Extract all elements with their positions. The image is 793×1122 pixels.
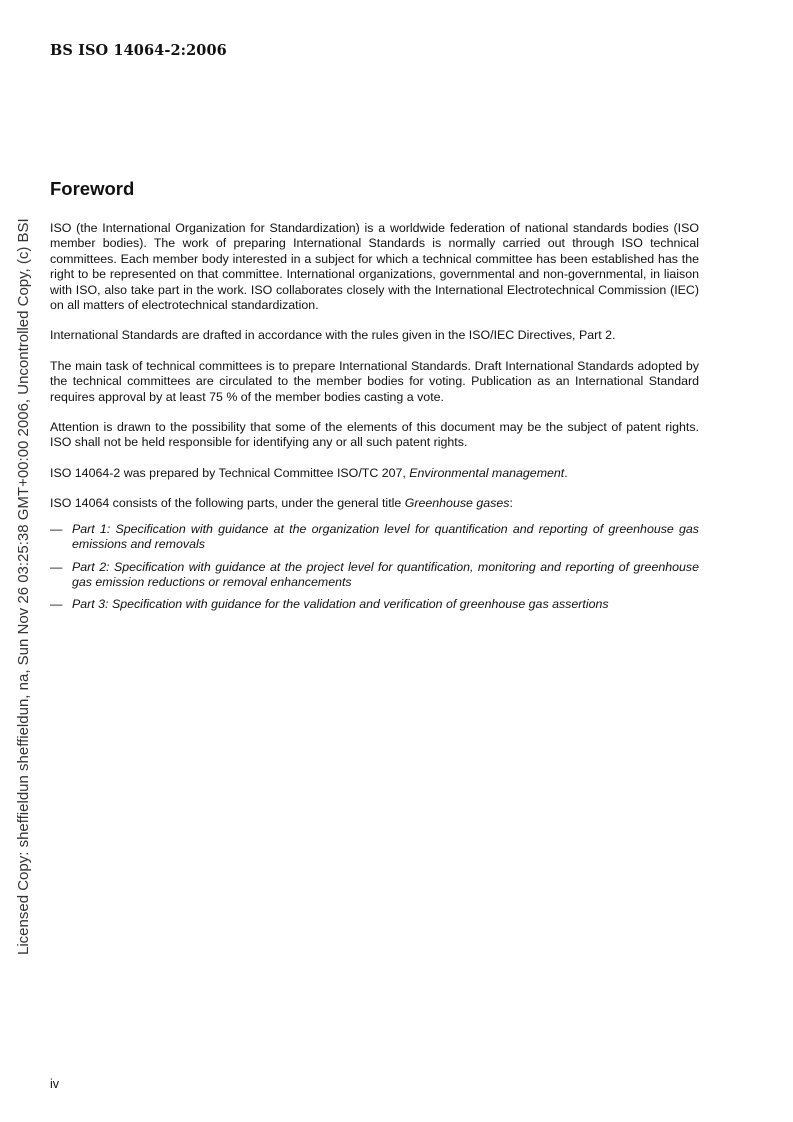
page-number: iv	[50, 1077, 60, 1091]
paragraph-consists-of	[50, 496, 699, 511]
paragraph-directives: International Standards are drafted in accordance with the rules given in the ISO/IEC Directives, Part 2.	[50, 328, 616, 343]
prepared-by-prefix: ISO 14064-2 was prepared by Technical Committee ISO/TC 207,	[50, 465, 410, 480]
part-text: Part 3: Specification with guidance for the validation and verification of greenhouse gas assertions	[72, 597, 609, 612]
part-text: Part 1: Specification with guidance at the organization level for quantification and reporting of greenhouse gas emissions and removals	[72, 521, 699, 552]
list-item-part-3	[50, 597, 699, 612]
paragraph-iso-intro: ISO (the International Organization for Standardization) is a worldwide federation of national standards bodies (ISO member bodies). The work of preparing International Standards is normally carried out through ISO technical committees. Each member body interested in a subject for which a technical committee has been established has the right to be represented on that committee. International organizations, governmental and non-governmental, in liaison with ISO, also take part in the work. ISO collaborates closely with the International Electrotechnical Commission (IEC) on all matters of electrotechnical standardization.	[50, 221, 699, 313]
em-dash-bullet: —	[50, 559, 63, 574]
license-watermark: Licensed Copy: sheffieldun sheffieldun, na, Sun Nov 26 03:25:38 GMT+00:00 2006, Uncontrolled Copy, (c) BSI	[15, 218, 32, 955]
parts-list	[50, 522, 699, 613]
part-text: Part 2: Specification with guidance at the project level for quantification, monitoring and reporting of greenhouse gas emission reductions or removal enhancements	[72, 559, 699, 589]
paragraph-prepared-by	[50, 466, 699, 481]
foreword-section	[50, 177, 699, 620]
prepared-by-suffix: .	[564, 465, 568, 480]
document-id-header: BS ISO 14064-2:2006	[50, 42, 227, 59]
consists-of-prefix: ISO 14064 consists of the following parts, under the general title	[50, 496, 405, 511]
em-dash-bullet: —	[50, 597, 63, 612]
section-title: Foreword	[50, 178, 135, 199]
paragraph-patent-rights: Attention is drawn to the possibility that some of the elements of this document may be the subject of patent rights. ISO shall not be held responsible for identifying any or all such patent rights.	[50, 420, 699, 450]
em-dash-bullet: —	[50, 521, 63, 536]
list-item-part-2	[50, 560, 699, 591]
list-item-part-1	[50, 522, 699, 553]
committee-title: Environmental management	[409, 465, 565, 480]
general-title: Greenhouse gases	[404, 496, 510, 511]
paragraph-technical-committees: The main task of technical committees is to prepare International Standards. Draft International Standards adopted by the technical committees are circulated to the member bodies for voting. Publication as an International Standard requires approval by at least 75 % of the member bodies casting a vote.	[50, 358, 699, 404]
consists-of-suffix: :	[509, 496, 513, 511]
